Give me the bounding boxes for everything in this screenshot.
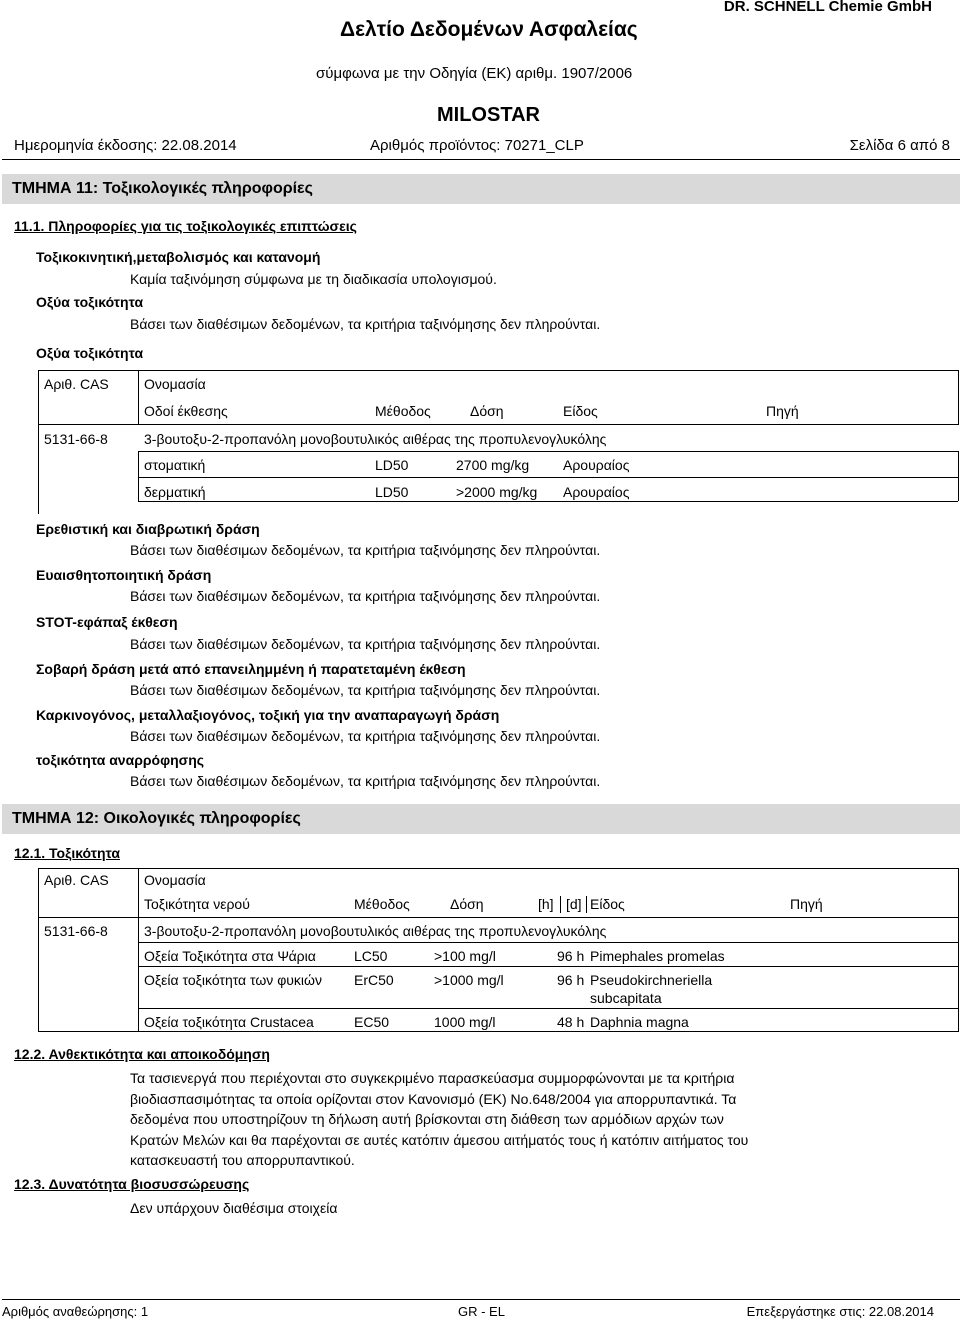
subsection-12-3-title: 12.3. Δυνατότητα βιοσυσσώρευσης (14, 1176, 250, 1192)
col-name-header: Ονομασία (144, 376, 206, 392)
revision-number: Αριθμός αναθεώρησης: 1 (2, 1304, 149, 1319)
col-route-header: Οδοί έκθεσης (144, 403, 228, 419)
col-d-header: [d] (566, 896, 582, 912)
substance-name: 3-βουτοξυ-2-προπανόλη μονοβουτυλικός αιθέρας της προπυλενογλυκόλης (144, 431, 607, 447)
hazard-text: Βάσει των διαθέσιμων δεδομένων, τα κριτήρια ταξινόμησης δεν πληρούνται. (130, 542, 601, 558)
language-code: GR - EL (458, 1304, 505, 1319)
col-method-header: Μέθοδος (354, 896, 410, 912)
hazard-text: Βάσει των διαθέσιμων δεδομένων, τα κριτήρια ταξινόμησης δεν πληρούνται. (130, 636, 601, 652)
regulation-text: σύμφωνα με την Οδηγία (ΕΚ) αριθμ. 1907/2006 (316, 65, 633, 82)
substance-name: 3-βουτοξυ-2-προπανόλη μονοβουτυλικός αιθέρας της προπυλενογλυκόλης (144, 923, 607, 939)
section-11-header (2, 174, 960, 204)
header-divider (2, 159, 960, 160)
col-h-header: [h] (538, 896, 554, 912)
col-method-header: Μέθοδος (375, 403, 431, 419)
toxicokinetics-text: Καμία ταξινόμηση σύμφωνα με τη διαδικασία υπολογισμού. (130, 271, 497, 287)
section-12-title: ΤΜΗΜΑ 12: Οικολογικές πληροφορίες (12, 810, 301, 827)
company-name: DR. SCHNELL Chemie GmbH (723, 0, 932, 15)
col-cas-header: Αριθ. CAS (44, 872, 109, 888)
acute-toxicity-label: Οξύα τοξικότητα (36, 294, 144, 310)
hazard-label: Ευαισθητοποιητική δράση (36, 567, 212, 583)
product-name: MILOSTAR (437, 104, 540, 126)
col-cas-header: Αριθ. CAS (44, 376, 109, 392)
hazard-text: Βάσει των διαθέσιμων δεδομένων, τα κριτήρια ταξινόμησης δεν πληρούνται. (130, 728, 601, 744)
biodegradability-text: Τα τασιενεργά που περιέχονται στο συγκεκριμένο παρασκεύασμα συμμορφώνονται με τα κριτήρια βιοδιασπασιμότητας τα οποία ορίζονται στον Κανονισμό (ΕΚ) No.648/2004 για απορρυπαντικά. Τα δεδομένα που υποστηρίζουν τη δήλωση αυτή βρίσκονται στη διάθεση των αρμόδιων αρχών των Κρατών Μελών και θα παρέχονται σε αυτές κατόπιν άμεσου αιτήματός τους ή κατόπιν αιτήματος του κατασκευαστή του απορρυπαντικού. (130, 1070, 749, 1168)
hazard-text: Βάσει των διαθέσιμων δεδομένων, τα κριτήρια ταξινόμησης δεν πληρούνται. (130, 773, 601, 789)
col-dose-header: Δόση (450, 896, 484, 912)
footer-divider (2, 1299, 960, 1300)
hazard-label: τοξικότητα αναρρόφησης (36, 752, 205, 768)
substance-cas: 5131-66-8 (44, 431, 108, 447)
acute-toxicity-table-label: Οξύα τοξικότητα (36, 345, 144, 361)
hazard-text: Βάσει των διαθέσιμων δεδομένων, τα κριτήρια ταξινόμησης δεν πληρούνται. (130, 588, 601, 604)
col-species-header: Είδος (563, 403, 598, 419)
col-name-header: Ονομασία (144, 872, 206, 888)
col-dose-header: Δόση (470, 403, 504, 419)
col-tox-header: Τοξικότητα νερού (144, 896, 250, 912)
processed-date: Επεξεργάστηκε στις: 22.08.2014 (746, 1304, 934, 1319)
hazard-text: Βάσει των διαθέσιμων δεδομένων, τα κριτήρια ταξινόμησης δεν πληρούνται. (130, 682, 601, 698)
product-number: Αριθμός προϊόντος: 70271_CLP (370, 137, 584, 154)
hazard-label: STOT-εφάπαξ έκθεση (36, 614, 178, 630)
bioaccumulation-text: Δεν υπάρχουν διαθέσιμα στοιχεία (130, 1200, 338, 1216)
subsection-12-2-title: 12.2. Ανθεκτικότητα και αποικοδόμηση (14, 1046, 270, 1062)
issue-date: Ημερομηνία έκδοσης: 22.08.2014 (14, 137, 237, 154)
substance-cas: 5131-66-8 (44, 923, 108, 939)
section-11-title: ΤΜΗΜΑ 11: Τοξικολογικές πληροφορίες (12, 180, 313, 197)
col-source-header: Πηγή (790, 896, 823, 912)
hazard-label: Ερεθιστική και διαβρωτική δράση (36, 521, 260, 537)
col-source-header: Πηγή (766, 403, 799, 419)
toxicokinetics-label: Τοξικοκινητική,μεταβολισμός και κατανομή (36, 249, 321, 265)
section-12-header (2, 804, 960, 834)
hazard-label: Καρκινογόνος, μεταλλαξιογόνος, τοξική για την αναπαραγωγή δράση (36, 707, 500, 723)
page-number: Σελίδα 6 από 8 (849, 137, 950, 154)
subsection-12-1-title: 12.1. Τοξικότητα (14, 845, 120, 861)
document-title: Δελτίο Δεδομένων Ασφαλείας (340, 18, 638, 41)
subsection-11-1-title: 11.1. Πληροφορίες για τις τοξικολογικές επιπτώσεις (14, 218, 357, 234)
col-species-header: Είδος (590, 896, 625, 912)
acute-toxicity-text: Βάσει των διαθέσιμων δεδομένων, τα κριτήρια ταξινόμησης δεν πληρούνται. (130, 316, 601, 332)
hazard-label: Σοβαρή δράση μετά από επανειλημμένη ή παρατεταμένη έκθεση (36, 661, 466, 677)
